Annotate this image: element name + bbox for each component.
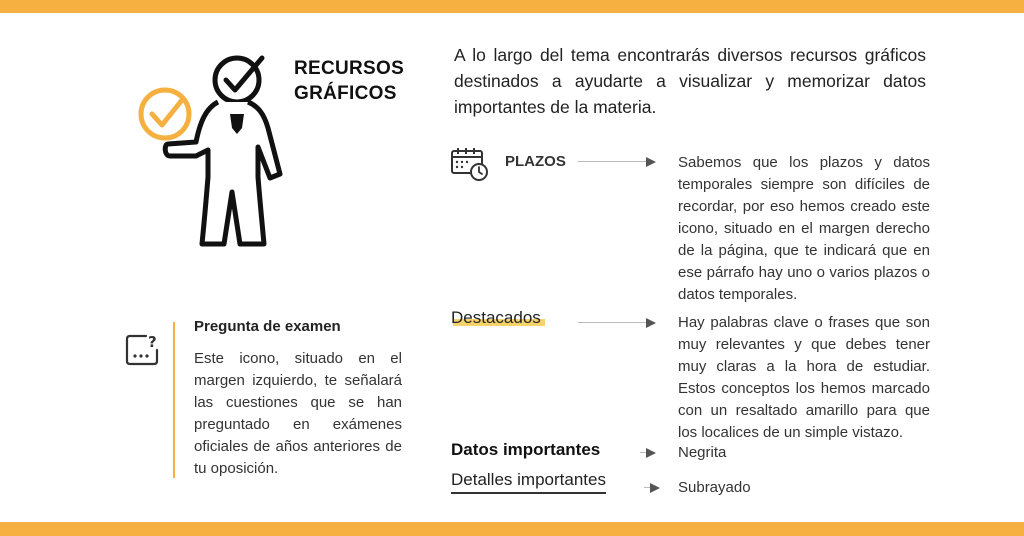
datos-label: Datos importantes: [451, 440, 601, 459]
destacados-text: Hay palabras clave o frases que son muy relevantes y que debes tener muy claras a la hora de estudiar. Estos conceptos los hemos marcado con un resaltado amarillo para que los localices de un simple vistazo.: [678, 314, 930, 441]
detalles-arrow: [644, 483, 660, 493]
destacados-arrow: [578, 318, 656, 328]
detalles-label: Detalles importantes: [451, 470, 606, 490]
question-divider: [173, 322, 175, 478]
exam-question-icon: [124, 332, 160, 368]
intro-paragraph: A lo largo del tema encontrarás diversos recursos gráficos destinados a ayudarte a visualizar y memorizar datos importantes de la materia.: [454, 45, 926, 117]
calendar-clock-icon: [450, 146, 490, 182]
destacados-label: Destacados: [451, 308, 541, 328]
svg-text:?: ?: [148, 333, 157, 351]
datos-arrow: [640, 448, 656, 458]
question-title: Pregunta de examen: [194, 318, 341, 335]
plazos-label: PLAZOS: [505, 153, 566, 170]
plazos-arrow: [578, 157, 656, 167]
bottom-accent-bar: [0, 522, 1024, 536]
person-checkmark-icon: [136, 52, 296, 252]
datos-text: Negrita: [678, 444, 727, 461]
page-title: RECURSOS GRÁFICOS: [294, 58, 405, 104]
question-text: Este icono, situado en el margen izquierdo, te señalará las cuestiones que se han preguntado en exámenes oficiales de años anteriores de tu oposición.: [194, 350, 402, 477]
detalles-text: Subrayado: [678, 479, 751, 496]
plazos-text: Sabemos que los plazos y datos temporales siempre son difíciles de recordar, por eso hemos creado este icono, situado en el margen derecho de la página, que te indicará que en ese párrafo hay uno o varios plazos o datos temporales.: [678, 154, 930, 303]
top-accent-bar: [0, 0, 1024, 13]
